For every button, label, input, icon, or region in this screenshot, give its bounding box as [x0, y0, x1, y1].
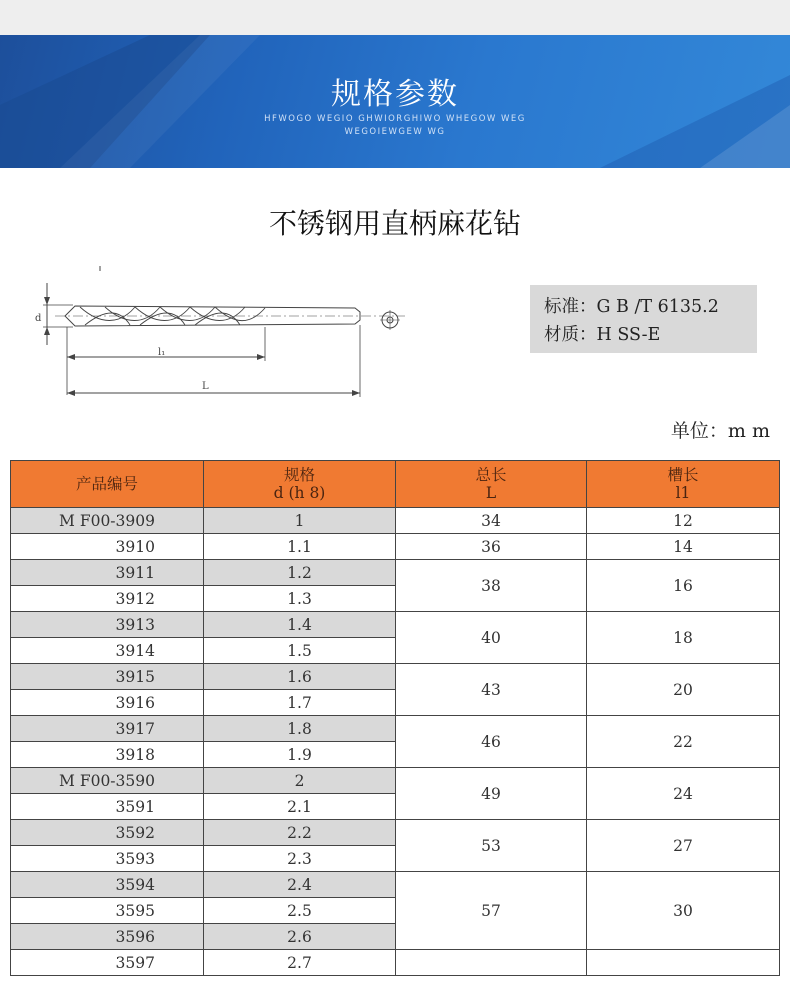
- table-row: [11, 560, 780, 586]
- label-l1: l₁: [158, 347, 166, 358]
- diameter: 2.3: [204, 846, 396, 872]
- spec-box: [530, 285, 757, 353]
- table-row: [11, 508, 780, 534]
- flute-length: [587, 950, 780, 976]
- diameter: 1.7: [204, 690, 396, 716]
- total-length: 46: [396, 716, 587, 768]
- diameter: 2.4: [204, 872, 396, 898]
- diameter: 1.2: [204, 560, 396, 586]
- flute-length: 27: [587, 820, 780, 872]
- diameter: 1.4: [204, 612, 396, 638]
- flute-length: 24: [587, 768, 780, 820]
- section-banner: [0, 35, 790, 168]
- total-length: 38: [396, 560, 587, 612]
- diameter: 1.8: [204, 716, 396, 742]
- table-row: [11, 716, 780, 742]
- flute-length: 18: [587, 612, 780, 664]
- top-gap: [0, 0, 790, 35]
- diameter: 1.3: [204, 586, 396, 612]
- diameter: 2: [204, 768, 396, 794]
- total-length: 34: [396, 508, 587, 534]
- product-code: 3596: [11, 924, 204, 950]
- header-product-code: 产品编号: [11, 461, 204, 508]
- total-length: 36: [396, 534, 587, 560]
- product-code: 3918: [11, 742, 204, 768]
- table-row: [11, 820, 780, 846]
- product-code: 3595: [11, 898, 204, 924]
- diameter: 1.1: [204, 534, 396, 560]
- product-code: M F00-3909: [11, 508, 204, 534]
- product-code: 3593: [11, 846, 204, 872]
- diameter: 1.6: [204, 664, 396, 690]
- product-code: 3912: [11, 586, 204, 612]
- table-row: [11, 768, 780, 794]
- table-row: [11, 872, 780, 898]
- product-code: 3597: [11, 950, 204, 976]
- diameter: 2.2: [204, 820, 396, 846]
- table-row: [11, 534, 780, 560]
- standard-text: 标准：G B /T 6135.2: [544, 297, 719, 317]
- product-title: 不锈钢用直柄麻花钻: [268, 207, 521, 240]
- product-code: 3594: [11, 872, 204, 898]
- header-flute-length: 槽长 l1: [587, 461, 780, 508]
- table-row: [11, 664, 780, 690]
- product-code: M F00-3590: [11, 768, 204, 794]
- diameter: 2.6: [204, 924, 396, 950]
- total-length: [396, 950, 587, 976]
- total-length: 57: [396, 872, 587, 950]
- header-spec: 规格 d (h 8): [204, 461, 396, 508]
- product-code: 3917: [11, 716, 204, 742]
- product-code: 3913: [11, 612, 204, 638]
- total-length: 40: [396, 612, 587, 664]
- diameter: 1.5: [204, 638, 396, 664]
- diameter: 1: [204, 508, 396, 534]
- table-header-row: [11, 461, 780, 508]
- flute-length: 12: [587, 508, 780, 534]
- product-code: 3914: [11, 638, 204, 664]
- flute-length: 16: [587, 560, 780, 612]
- product-code: 3591: [11, 794, 204, 820]
- flute-length: 14: [587, 534, 780, 560]
- drill-technical-drawing: [25, 255, 415, 405]
- diameter: 2.5: [204, 898, 396, 924]
- table-row: [11, 950, 780, 976]
- diameter: 1.9: [204, 742, 396, 768]
- product-code: 3910: [11, 534, 204, 560]
- drill-spec-table: [10, 460, 780, 976]
- header-total-length: 总长 L: [396, 461, 587, 508]
- diameter: 2.7: [204, 950, 396, 976]
- total-length: 49: [396, 768, 587, 820]
- total-length: 53: [396, 820, 587, 872]
- product-code: 3916: [11, 690, 204, 716]
- banner-title: 规格参数: [331, 77, 459, 112]
- material-text: 材质：H SS-E: [544, 325, 661, 345]
- product-code: 3911: [11, 560, 204, 586]
- unit-label: 单位：m m: [670, 420, 770, 442]
- label-L: L: [202, 381, 209, 392]
- banner-subtitle: HFWOGO WEGIO GHWIORGHIWO WHEGOW WEG WEGOIEWGEW WG: [264, 114, 526, 137]
- product-code: 3915: [11, 664, 204, 690]
- flute-length: 22: [587, 716, 780, 768]
- label-d: d: [35, 313, 42, 324]
- flute-length: 20: [587, 664, 780, 716]
- total-length: 43: [396, 664, 587, 716]
- product-code: 3592: [11, 820, 204, 846]
- diameter: 2.1: [204, 794, 396, 820]
- flute-length: 30: [587, 872, 780, 950]
- table-row: [11, 612, 780, 638]
